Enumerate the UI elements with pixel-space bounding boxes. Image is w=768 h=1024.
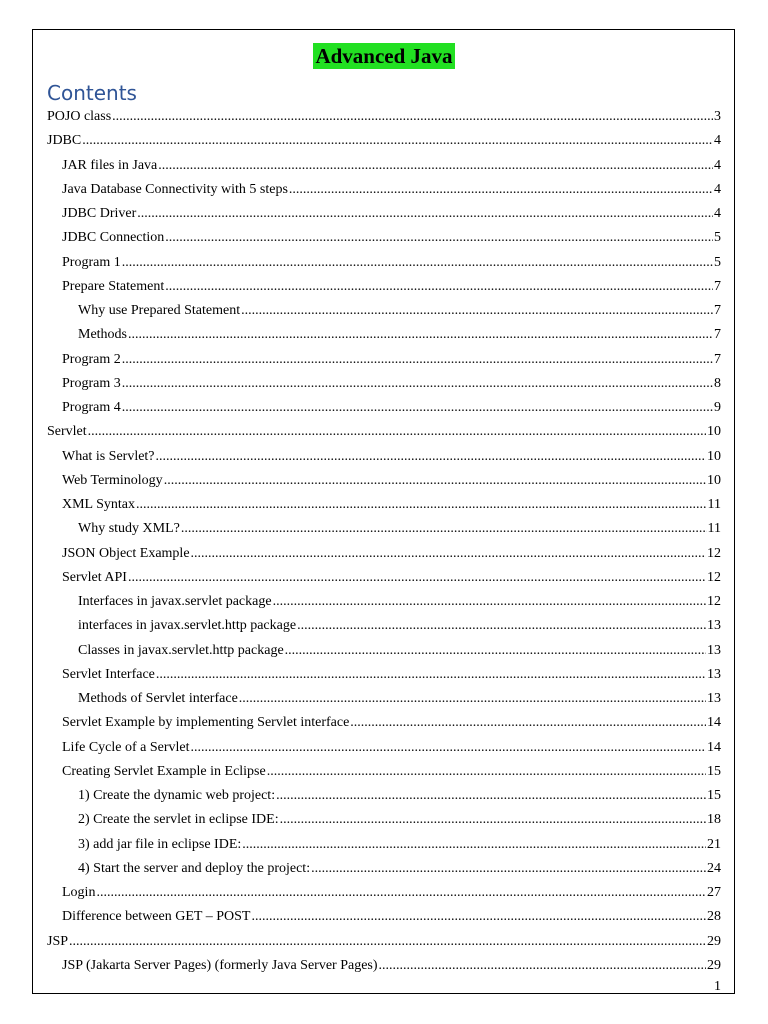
toc-dot-leader [136, 496, 707, 514]
toc-entry-title: Servlet API [62, 569, 127, 585]
toc-entry-title: Servlet Interface [62, 666, 155, 682]
toc-entry[interactable] [78, 642, 721, 660]
toc-entry[interactable] [62, 181, 721, 199]
toc-dot-leader [82, 132, 713, 150]
toc-entry[interactable] [78, 811, 721, 829]
toc-dot-leader [165, 229, 713, 247]
page-number: 1 [714, 979, 721, 994]
toc-entry-page: 13 [707, 666, 721, 682]
toc-dot-leader [273, 593, 706, 611]
toc-entry-page: 29 [707, 933, 721, 949]
toc-entry-title: Creating Servlet Example in Eclipse [62, 763, 266, 779]
toc-dot-leader [128, 326, 713, 344]
toc-entry-page: 12 [707, 569, 721, 585]
toc-entry-title: POJO class [47, 109, 112, 124]
toc-entry-title: Methods of Servlet interface [78, 691, 238, 706]
toc-entry-page: 10 [707, 472, 721, 488]
toc-entry-title: JSON Object Example [62, 545, 190, 561]
toc-entry[interactable] [62, 229, 721, 247]
toc-entry-page: 13 [707, 642, 721, 658]
toc-entry-page: 21 [707, 836, 721, 852]
toc-dot-leader [191, 545, 706, 563]
toc-entry-title: Why use Prepared Statement [78, 303, 241, 318]
toc-entry[interactable] [62, 714, 721, 732]
contents-heading: Contents [47, 81, 137, 105]
toc-entry[interactable] [62, 957, 721, 975]
toc-dot-leader [181, 520, 707, 538]
toc-entry-page: 7 [714, 278, 721, 294]
toc-entry-page: 10 [707, 448, 721, 464]
toc-entry[interactable] [78, 690, 721, 708]
toc-entry-page: 27 [707, 885, 721, 900]
toc-entry[interactable] [62, 157, 721, 175]
toc-entry-title: Classes in javax.servlet.http package [78, 642, 284, 658]
toc-entry-title: JSP [47, 933, 69, 949]
toc-entry-title: Program 3 [62, 375, 121, 391]
toc-dot-leader [88, 423, 706, 441]
toc-entry-title: Servlet Example by implementing Servlet interface [62, 715, 350, 731]
toc-entry-title: XML Syntax [62, 497, 135, 512]
toc-dot-leader [276, 787, 706, 805]
toc-entry-page: 15 [707, 788, 721, 803]
toc-dot-leader [285, 642, 706, 660]
toc-entry[interactable] [62, 763, 721, 781]
toc-entry-page: 5 [714, 254, 721, 270]
toc-entry-page: 4 [714, 133, 721, 149]
toc-entry-page: 8 [714, 375, 721, 391]
toc-entry[interactable] [47, 423, 721, 441]
toc-entry-page: 18 [707, 812, 721, 828]
toc-dot-leader [137, 205, 713, 223]
toc-entry-title: Methods [78, 327, 127, 343]
toc-entry-title: Servlet [47, 424, 87, 440]
toc-entry-page: 13 [707, 618, 721, 634]
toc-entry-page: 11 [707, 521, 721, 537]
toc-entry-page: 3 [714, 109, 721, 124]
toc-entry-page: 14 [707, 739, 721, 755]
toc-entry-page: 28 [707, 909, 721, 925]
toc-entry[interactable] [62, 666, 721, 684]
toc-dot-leader [128, 569, 706, 587]
toc-dot-leader [239, 690, 706, 708]
toc-dot-leader [242, 836, 706, 854]
toc-dot-leader [156, 666, 706, 684]
toc-entry-page: 9 [714, 400, 721, 415]
toc-dot-leader [96, 884, 706, 902]
toc-entry-title: JDBC [47, 133, 82, 149]
toc-dot-leader [379, 957, 706, 975]
toc-entry[interactable] [62, 278, 721, 296]
toc-entry[interactable] [47, 132, 721, 150]
toc-entry-title: 4) Start the server and deploy the project: [78, 860, 311, 876]
toc-entry-page: 4 [714, 157, 721, 173]
toc-entry-page: 11 [707, 497, 721, 512]
toc-entry-page: 24 [707, 860, 721, 876]
toc-entry[interactable] [62, 908, 721, 926]
toc-entry[interactable] [62, 472, 721, 490]
toc-dot-leader [122, 254, 713, 272]
toc-entry-title: Program 2 [62, 351, 121, 367]
toc-entry-title: JSP (Jakarta Server Pages) (formerly Java Server Pages) [62, 957, 378, 973]
toc-entry[interactable] [62, 448, 721, 466]
toc-entry[interactable] [47, 933, 721, 951]
toc-entry-title: 2) Create the servlet in eclipse IDE: [78, 812, 279, 828]
toc-dot-leader [241, 302, 713, 320]
toc-entry-page: 7 [714, 303, 721, 318]
toc-dot-leader [165, 278, 713, 296]
toc-entry-page: 7 [714, 351, 721, 367]
toc-entry[interactable] [62, 884, 721, 902]
toc-entry[interactable] [62, 496, 721, 514]
title-container [0, 43, 768, 69]
toc-dot-leader [311, 860, 706, 878]
toc-entry-title: interfaces in javax.servlet.http package [78, 618, 297, 634]
toc-dot-leader [69, 933, 706, 951]
toc-entry[interactable] [62, 545, 721, 563]
toc-entry-title: Login [62, 885, 96, 900]
toc-dot-leader [267, 763, 706, 781]
toc-entry[interactable] [78, 302, 721, 320]
toc-entry-title: Program 4 [62, 400, 121, 415]
toc-dot-leader [156, 448, 706, 466]
toc-entry-page: 29 [707, 957, 721, 973]
document-title: Advanced Java [315, 44, 453, 68]
toc-entry[interactable] [62, 254, 721, 272]
toc-entry[interactable] [78, 520, 721, 538]
toc-entry-page: 15 [707, 763, 721, 779]
toc-entry-title: 3) add jar file in eclipse IDE: [78, 836, 242, 852]
toc-entry[interactable] [78, 787, 721, 805]
toc-entry[interactable] [78, 617, 721, 635]
toc-dot-leader [289, 181, 713, 199]
toc-dot-leader [122, 399, 713, 417]
toc-dot-leader [112, 108, 713, 126]
toc-entry[interactable] [62, 569, 721, 587]
toc-entry-title: JDBC Driver [62, 206, 137, 221]
toc-entry-page: 4 [714, 181, 721, 197]
toc-dot-leader [280, 811, 706, 829]
toc-entry-title: 1) Create the dynamic web project: [78, 788, 276, 803]
toc-entry-title: Interfaces in javax.servlet package [78, 594, 272, 609]
toc-entry-page: 12 [707, 594, 721, 609]
toc-entry-title: Program 1 [62, 254, 121, 270]
toc-entry-title: Life Cycle of a Servlet [62, 739, 190, 755]
toc-entry[interactable] [78, 860, 721, 878]
toc-entry-title: What is Servlet? [62, 448, 155, 464]
toc-dot-leader [297, 617, 706, 635]
toc-entry-title: Prepare Statement [62, 278, 165, 294]
toc-dot-leader [350, 714, 706, 732]
toc-entry[interactable] [62, 399, 721, 417]
toc-entry-title: JAR files in Java [62, 157, 158, 173]
toc-entry[interactable] [62, 205, 721, 223]
toc-entry[interactable] [62, 375, 721, 393]
toc-entry-title: Web Terminology [62, 472, 163, 488]
toc-entry-page: 13 [707, 691, 721, 706]
toc-entry[interactable] [62, 351, 721, 369]
toc-entry-title: Why study XML? [78, 521, 180, 537]
toc-entry-title: JDBC Connection [62, 230, 165, 246]
toc-dot-leader [122, 375, 713, 393]
toc-entry[interactable] [47, 108, 721, 126]
toc-dot-leader [191, 739, 706, 757]
toc-entry[interactable] [78, 593, 721, 611]
toc-entry-page: 14 [707, 715, 721, 731]
toc-entry-page: 12 [707, 545, 721, 561]
toc-entry-page: 10 [707, 424, 721, 440]
toc-entry-title: Difference between GET – POST [62, 909, 251, 925]
toc-entry-page: 4 [714, 206, 721, 221]
toc-entry[interactable] [62, 739, 721, 757]
toc-entry[interactable] [78, 836, 721, 854]
toc-entry[interactable] [78, 326, 721, 344]
toc-dot-leader [251, 908, 706, 926]
toc-entry-page: 5 [714, 230, 721, 246]
toc-dot-leader [164, 472, 706, 490]
toc-entry-title: Java Database Connectivity with 5 steps [62, 181, 288, 197]
toc-entry-page: 7 [714, 327, 721, 343]
toc-dot-leader [158, 157, 713, 175]
toc-dot-leader [122, 351, 713, 369]
